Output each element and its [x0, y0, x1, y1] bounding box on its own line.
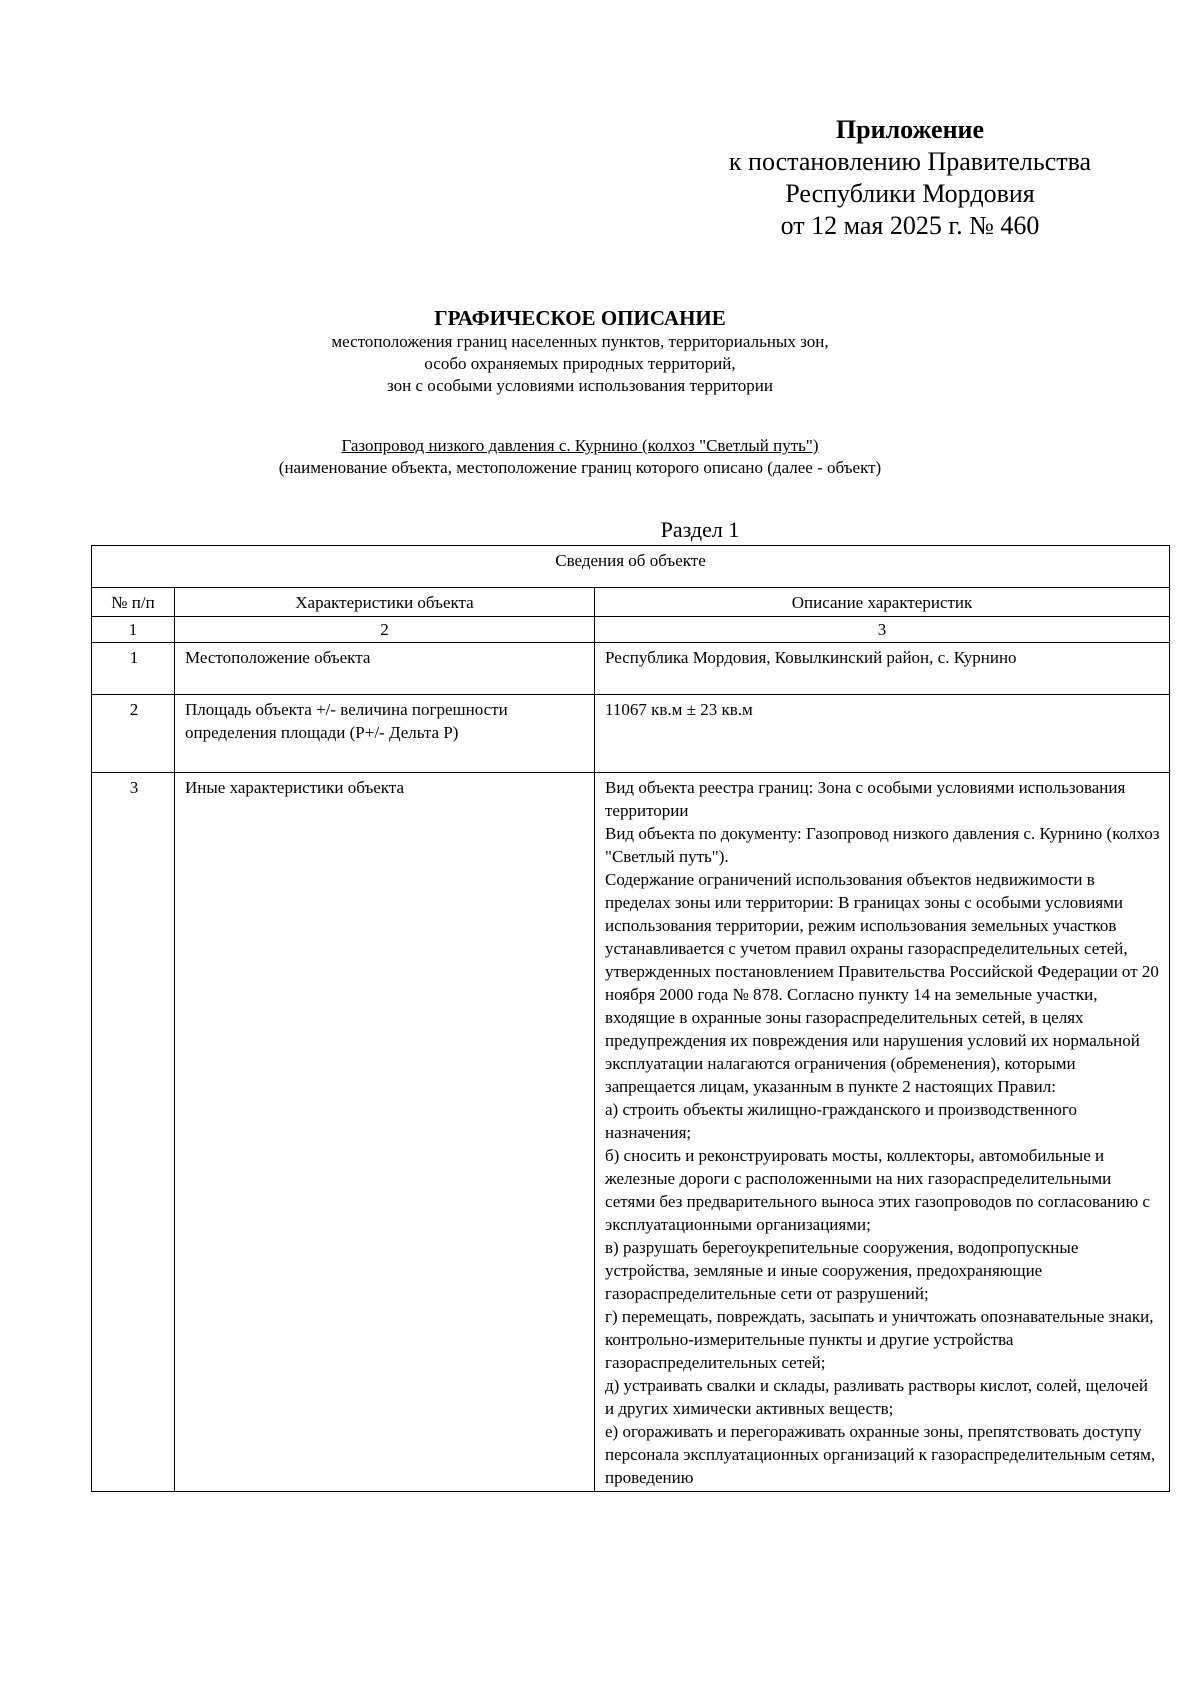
description-paragraph: е) огораживать и перегораживать охранные зоны, препятствовать доступу персонала эксплуатационных организаций к газораспределительным сетям, проведению [605, 1422, 1156, 1487]
column-number: 3 [595, 617, 1170, 643]
object-name-block [160, 435, 1000, 479]
row-description [595, 643, 1170, 695]
description-paragraph: Республика Мордовия, Ковылкинский район, с. Курнино [605, 648, 1017, 667]
appendix-line: к постановлению Правительства [728, 147, 1092, 176]
row-characteristic: Площадь объекта +/- величина погрешности определения площади (P+/- Дельта P) [175, 695, 595, 773]
description-paragraph: 11067 кв.м ± 23 кв.м [605, 700, 753, 719]
description-paragraph: д) устраивать свалки и склады, разливать растворы кислот, солей, щелочей и других химически активных веществ; [605, 1376, 1149, 1418]
appendix-block [690, 114, 1130, 242]
header-characteristics: Характеристики объекта [175, 588, 595, 617]
header-number: № п/п [92, 588, 175, 617]
table-caption: Сведения об объекте [92, 546, 1170, 588]
table-row [92, 773, 1170, 1492]
description-paragraph: г) перемещать, повреждать, засыпать и уничтожать опознавательные знаки, контрольно-измерительные пункты и другие устройства газораспределительных сетей; [605, 1307, 1154, 1372]
column-number-row [92, 617, 1170, 643]
row-characteristic: Местоположение объекта [175, 643, 595, 695]
row-number: 2 [92, 695, 175, 773]
table-row [92, 643, 1170, 695]
appendix-line: от 12 мая 2025 г. № 460 [780, 211, 1040, 240]
description-paragraph: Содержание ограничений использования объектов недвижимости в пределах зоны или территории: В границах зоны с особыми условиями использования территории, режим использования земельных участков устанавливается с учетом правил охраны газораспределительных сетей, утвержденных постановлением Правительства Российской Федерации от 20 ноября 2000 года № 878. Согласно пункту 14 на земельные участки, входящие в охранные зоны газораспределительных сетей, в целях предупреждения их повреждения или нарушения условий их нормальной эксплуатации налагаются ограничения (обременения), которыми запрещается лицам, указанным в пункте 2 настоящих Правил: [605, 870, 1159, 1096]
object-info-table [91, 545, 1170, 1492]
appendix-line: Республики Мордовия [785, 179, 1035, 208]
column-number: 1 [92, 617, 175, 643]
description-paragraph: Вид объекта по документу: Газопровод низкого давления с. Курнино (колхоз "Светлый путь"). [605, 824, 1160, 866]
document-heading [160, 305, 1000, 397]
section-title: Раздел 1 [660, 517, 740, 542]
document-subtitle-line: зон с особыми условиями использования территории [387, 376, 773, 395]
table-row [92, 695, 1170, 773]
row-description [595, 695, 1170, 773]
description-paragraph: Вид объекта реестра границ: Зона с особыми условиями использования территории [605, 778, 1126, 820]
object-name-caption: (наименование объекта, местоположение границ которого описано (далее - объект) [278, 458, 882, 477]
description-paragraph: а) строить объекты жилищно-гражданского и производственного назначения; [605, 1100, 1077, 1142]
row-characteristic: Иные характеристики объекта [175, 773, 595, 1492]
row-description [595, 773, 1170, 1492]
document-subtitle-line: местоположения границ населенных пунктов, территориальных зон, [331, 332, 829, 351]
column-number: 2 [175, 617, 595, 643]
description-paragraph: в) разрушать берегоукрепительные сооружения, водопропускные устройства, земляные и иные сооружения, предохраняющие газораспределительные сети от разрушений; [605, 1238, 1079, 1303]
row-number: 1 [92, 643, 175, 695]
object-name: Газопровод низкого давления с. Курнино (колхоз "Светлый путь") [341, 436, 819, 455]
row-number: 3 [92, 773, 175, 1492]
document-subtitle-line: особо охраняемых природных территорий, [424, 354, 736, 373]
description-paragraph: б) сносить и реконструировать мосты, коллекторы, автомобильные и железные дороги с расположенными на них газораспределительными сетями без предварительного выноса этих газопроводов по согласованию с эксплуатационными организациями; [605, 1146, 1150, 1234]
appendix-title: Приложение [835, 115, 985, 144]
document-title: ГРАФИЧЕСКОЕ ОПИСАНИЕ [434, 306, 726, 330]
header-description: Описание характеристик [595, 588, 1170, 617]
table-header-row [92, 588, 1170, 617]
